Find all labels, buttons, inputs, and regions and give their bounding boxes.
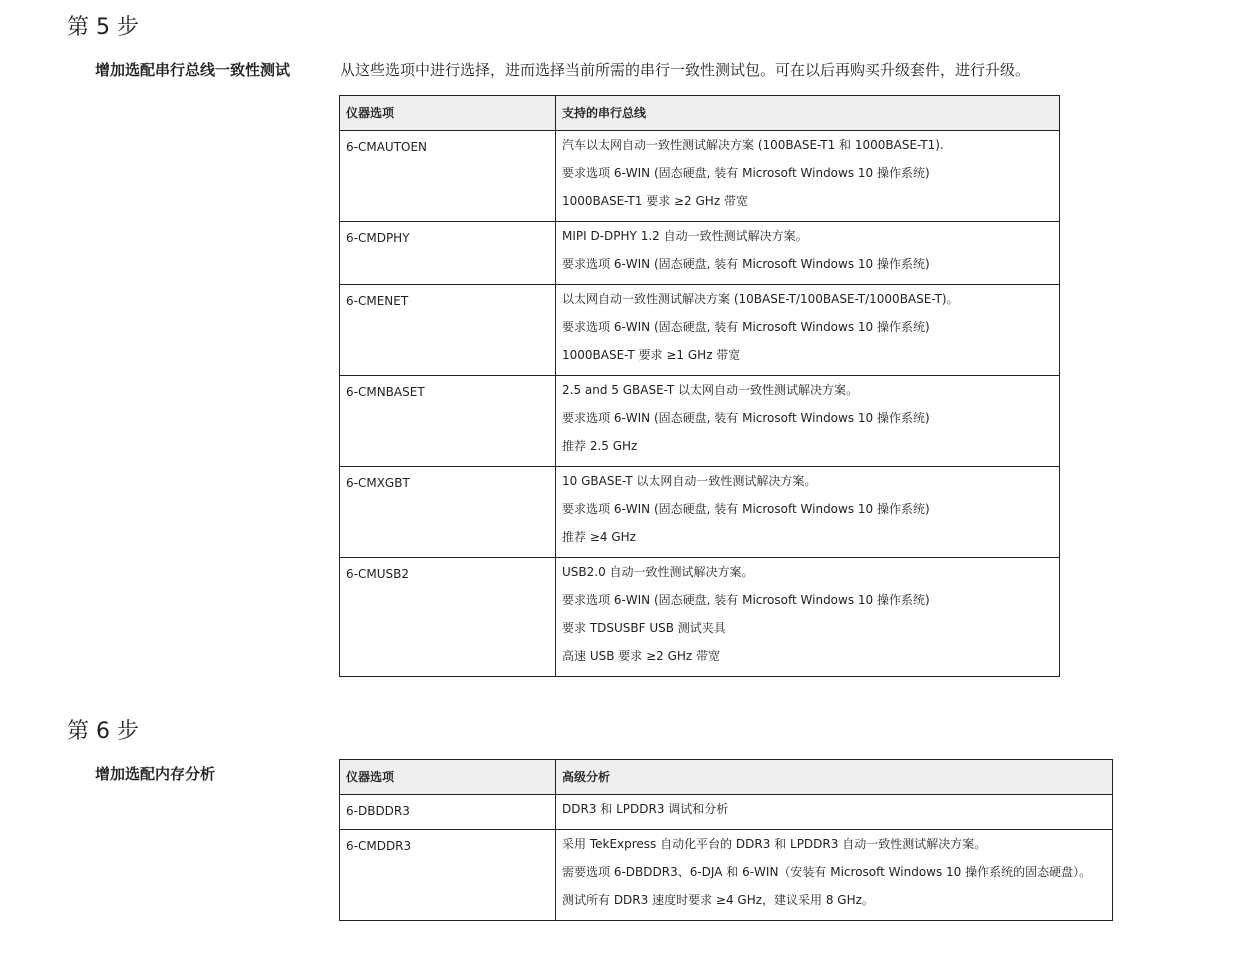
description-line: MIPI D-DPHY 1.2 自动一致性测试解决方案。 (562, 229, 808, 243)
step6-heading: 第 6 步 (67, 719, 139, 744)
option-code: 6-CMENET (340, 285, 556, 376)
table-row (340, 131, 1060, 222)
option-description (556, 558, 1060, 677)
table-row (340, 285, 1060, 376)
description-line: 采用 TekExpress 自动化平台的 DDR3 和 LPDDR3 自动一致性测试解决方案。 (562, 837, 987, 851)
table-row (340, 467, 1060, 558)
step6-label: 增加选配内存分析 (95, 765, 216, 783)
description-line: 要求选项 6-WIN (固态硬盘, 装有 Microsoft Windows 10 操作系统) (562, 502, 930, 516)
option-description (556, 830, 1113, 921)
description-line: 要求 TDSUSBF USB 测试夹具 (562, 621, 726, 635)
table-header-row (340, 760, 1113, 795)
description-line: 以太网自动一致性测试解决方案 (10BASE-T/100BASE-T/1000BASE-T)。 (562, 292, 959, 306)
step5-heading: 第 5 步 (67, 15, 139, 40)
description-line: 要求选项 6-WIN (固态硬盘, 装有 Microsoft Windows 10 操作系统) (562, 166, 930, 180)
option-code: 6-CMDDR3 (340, 830, 556, 921)
option-description (556, 222, 1060, 285)
table-header-row (340, 96, 1060, 131)
table-row (340, 830, 1113, 921)
column-header-option: 仪器选项 (340, 96, 556, 131)
memory-analysis-options-table (339, 759, 1113, 921)
description-line: 推荐 2.5 GHz (562, 439, 638, 453)
description-line: DDR3 和 LPDDR3 调试和分析 (562, 802, 729, 816)
column-header-option: 仪器选项 (340, 760, 556, 795)
description-line: 要求选项 6-WIN (固态硬盘, 装有 Microsoft Windows 10 操作系统) (562, 593, 930, 607)
description-line: 测试所有 DDR3 速度时要求 ≥4 GHz，建议采用 8 GHz。 (562, 893, 874, 907)
option-description (556, 131, 1060, 222)
description-line: 需要选项 6-DBDDR3、6-DJA 和 6-WIN（安装有 Microsoft Windows 10 操作系统的固态硬盘）。 (562, 865, 1092, 879)
description-line: 2.5 and 5 GBASE-T 以太网自动一致性测试解决方案。 (562, 383, 859, 397)
option-description (556, 285, 1060, 376)
table-row (340, 376, 1060, 467)
option-description (556, 795, 1113, 830)
description-line: 推荐 ≥4 GHz (562, 530, 636, 544)
description-line: 1000BASE-T1 要求 ≥2 GHz 带宽 (562, 194, 748, 208)
option-code: 6-CMAUTOEN (340, 131, 556, 222)
description-line: 10 GBASE-T 以太网自动一致性测试解决方案。 (562, 474, 817, 488)
table-row (340, 558, 1060, 677)
option-code: 6-CMNBASET (340, 376, 556, 467)
step5-label: 增加选配串行总线一致性测试 (95, 61, 291, 79)
description-line: USB2.0 自动一致性测试解决方案。 (562, 565, 754, 579)
description-line: 要求选项 6-WIN (固态硬盘, 装有 Microsoft Windows 10 操作系统) (562, 411, 930, 425)
description-line: 要求选项 6-WIN (固态硬盘, 装有 Microsoft Windows 10 操作系统) (562, 257, 930, 271)
serial-bus-options-table (339, 95, 1060, 677)
option-description (556, 376, 1060, 467)
option-code: 6-CMUSB2 (340, 558, 556, 677)
description-line: 1000BASE-T 要求 ≥1 GHz 带宽 (562, 348, 741, 362)
option-code: 6-CMXGBT (340, 467, 556, 558)
option-description (556, 467, 1060, 558)
table-row (340, 795, 1113, 830)
table-row (340, 222, 1060, 285)
step5-intro: 从这些选项中进行选择，进而选择当前所需的串行一致性测试包。可在以后再购买升级套件，进行升级。 (340, 61, 1031, 79)
option-code: 6-DBDDR3 (340, 795, 556, 830)
option-code: 6-CMDPHY (340, 222, 556, 285)
description-line: 高速 USB 要求 ≥2 GHz 带宽 (562, 649, 721, 663)
description-line: 要求选项 6-WIN (固态硬盘, 装有 Microsoft Windows 10 操作系统) (562, 320, 930, 334)
column-header-bus: 支持的串行总线 (556, 96, 1060, 131)
description-line: 汽车以太网自动一致性测试解决方案 (100BASE-T1 和 1000BASE-T1). (562, 138, 944, 152)
column-header-analysis: 高级分析 (556, 760, 1113, 795)
